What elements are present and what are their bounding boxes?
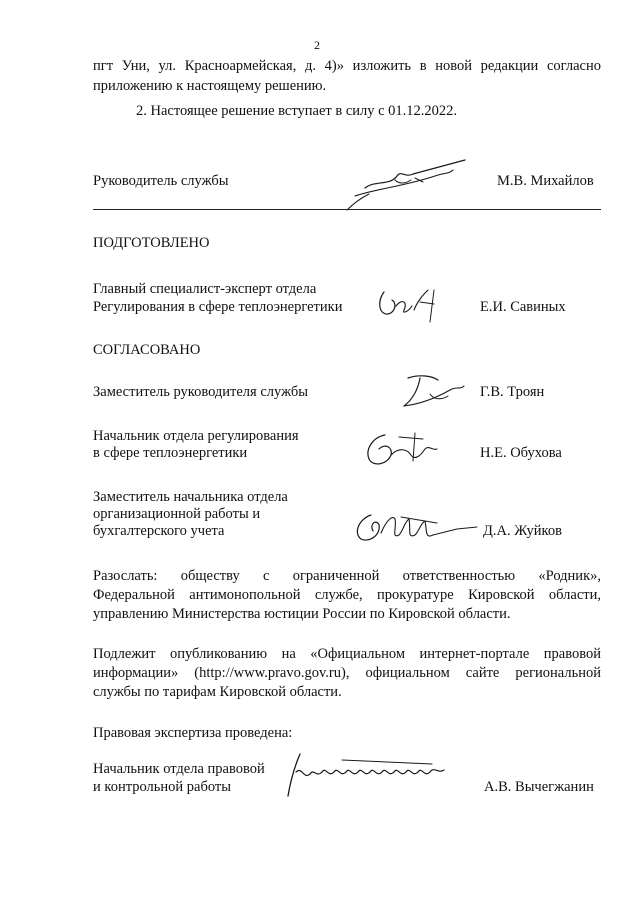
approver-2-role-line-2: в сфере теплоэнергетики [93, 445, 248, 461]
approved-heading: СОГЛАСОВАНО [93, 342, 201, 358]
approver-3-name: Д.А. Жуйков [483, 523, 562, 539]
approver-1-signature [390, 370, 470, 415]
head-signature [335, 158, 475, 213]
legal-heading: Правовая экспертиза проведена: [93, 725, 293, 741]
approver-2-name: Н.Е. Обухова [480, 445, 562, 461]
head-role: Руководитель службы [93, 173, 229, 189]
prepared-signature [372, 282, 452, 327]
legal-role-line-2: и контрольной работы [93, 779, 231, 795]
approver-1-name: Г.В. Троян [480, 384, 545, 400]
head-separator-line [93, 209, 601, 210]
distribution-line-1: Разослать: обществу с ограниченной ответственностью «Родник», [93, 568, 601, 584]
prepared-heading: ПОДГОТОВЛЕНО [93, 235, 210, 251]
intro-line-2: приложению к настоящему решению. [93, 78, 327, 94]
approver-2-role-line-1: Начальник отдела регулирования [93, 428, 299, 444]
approver-3-signature [345, 505, 480, 550]
legal-signature [282, 750, 457, 800]
distribution-line-3: управлению Министерства юстиции России по Кировской области. [93, 606, 511, 622]
page-number: 2 [314, 38, 320, 52]
approver-3-role-line-1: Заместитель начальника отдела [93, 489, 288, 505]
publication-line-3: службы по тарифам Кировской области. [93, 684, 342, 700]
head-name: М.В. Михайлов [497, 173, 594, 189]
item-2-text: 2. Настоящее решение вступает в силу с 01.12.2022. [136, 103, 458, 119]
prepared-role-line-1: Главный специалист-эксперт отдела [93, 281, 317, 297]
intro-line-1: пгт Уни, ул. Красноармейская, д. 4)» изложить в новой редакции согласно [93, 58, 601, 74]
prepared-role-line-2: Регулирования в сфере теплоэнергетики [93, 299, 343, 315]
approver-3-role-line-3: бухгалтерского учета [93, 523, 225, 539]
publication-line-1: Подлежит опубликованию на «Официальном интернет-портале правовой [93, 646, 601, 662]
approver-2-signature [355, 425, 455, 475]
distribution-line-2: Федеральной антимонопольной службе, прокуратуре Кировской области, [93, 587, 601, 603]
legal-role-line-1: Начальник отдела правовой [93, 761, 265, 777]
publication-line-2: информации» (http://www.pravo.gov.ru), официальном сайте региональной [93, 665, 601, 681]
prepared-name: Е.И. Савиных [480, 299, 566, 315]
legal-name: А.В. Вычегжанин [484, 779, 594, 795]
approver-1-role-line-1: Заместитель руководителя службы [93, 384, 309, 400]
approver-3-role-line-2: организационной работы и [93, 506, 261, 522]
